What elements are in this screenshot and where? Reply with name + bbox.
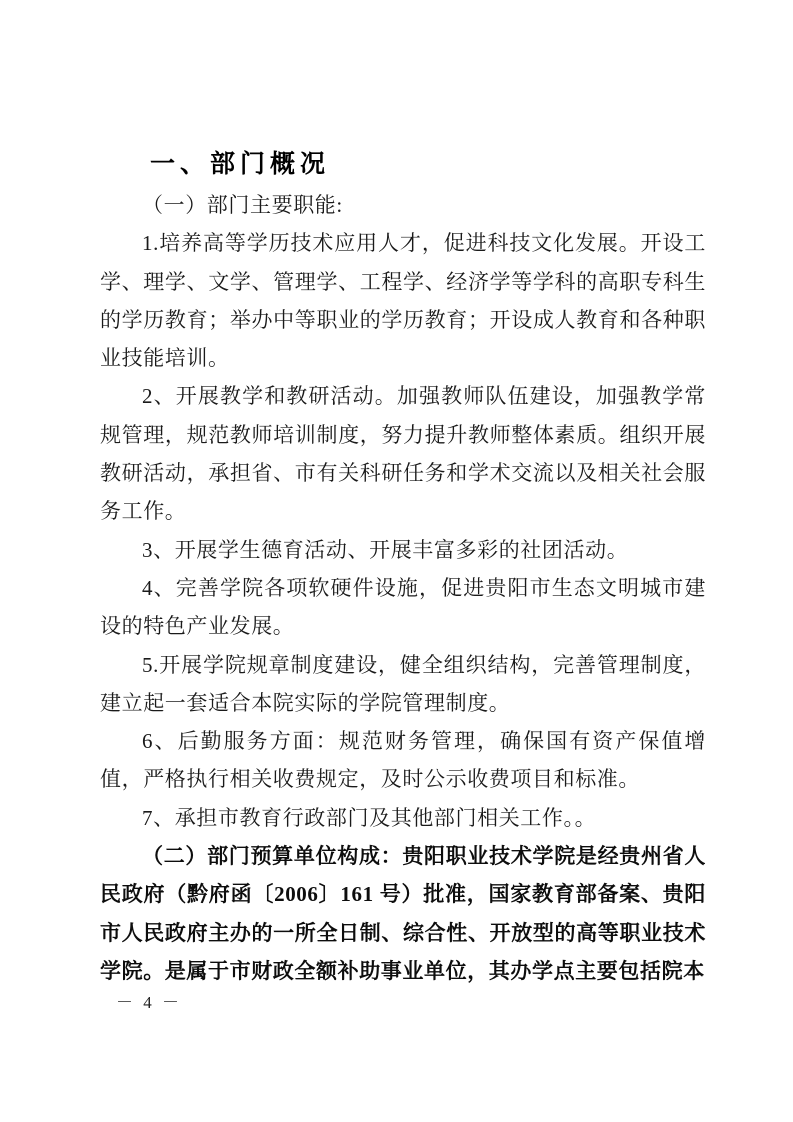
section-heading: 一、部门概况 <box>150 150 331 178</box>
paragraph: 1.培养高等学历技术应用人才，促进科技文化发展。开设工学、理学、文学、管理学、工程学、经济学等学科的高职专科生的学历教育；举办中等职业的学历教育；开设成人教育和各种职业技能培训。 <box>100 231 706 371</box>
paragraph: 7、承担市教育行政部门及其他部门相关工作。。 <box>142 805 597 830</box>
paragraph-list <box>100 186 706 990</box>
page-number: － 4 － <box>116 993 182 1012</box>
paragraph: 4、完善学院各项软硬件设施，促进贵阳市生态文明城市建设的特色产业发展。 <box>100 575 706 639</box>
paragraph: 6、后勤服务方面：规范财务管理，确保国有资产保值增值，严格执行相关收费规定，及时公示收费项目和标准。 <box>100 729 706 792</box>
paragraph: （二）部门预算单位构成：贵阳职业技术学院是经贵州省人民政府（黔府函〔2006〕161 号）批准，国家教育部备案、贵阳市人民政府主办的一所全日制、综合性、开放型的高等职业技术学院。是属于市财政全额补助事业单位，其办学点主要包括院本 <box>100 844 706 983</box>
paragraph: 2、开展教学和教研活动。加强教师队伍建设，加强教学常规管理，规范教师培训制度，努力提升教师整体素质。组织开展教研活动，承担省、市有关科研任务和学术交流以及相关社会服务工作。 <box>100 384 706 524</box>
paragraph: 5.开展学院规章制度建设，健全组织结构，完善管理制度，建立起一套适合本院实际的学院管理制度。 <box>100 652 706 715</box>
paragraph: （一）部门主要职能: <box>142 193 343 217</box>
paragraph: 3、开展学生德育活动、开展丰富多彩的社团活动。 <box>142 537 629 562</box>
document-body <box>100 144 706 990</box>
